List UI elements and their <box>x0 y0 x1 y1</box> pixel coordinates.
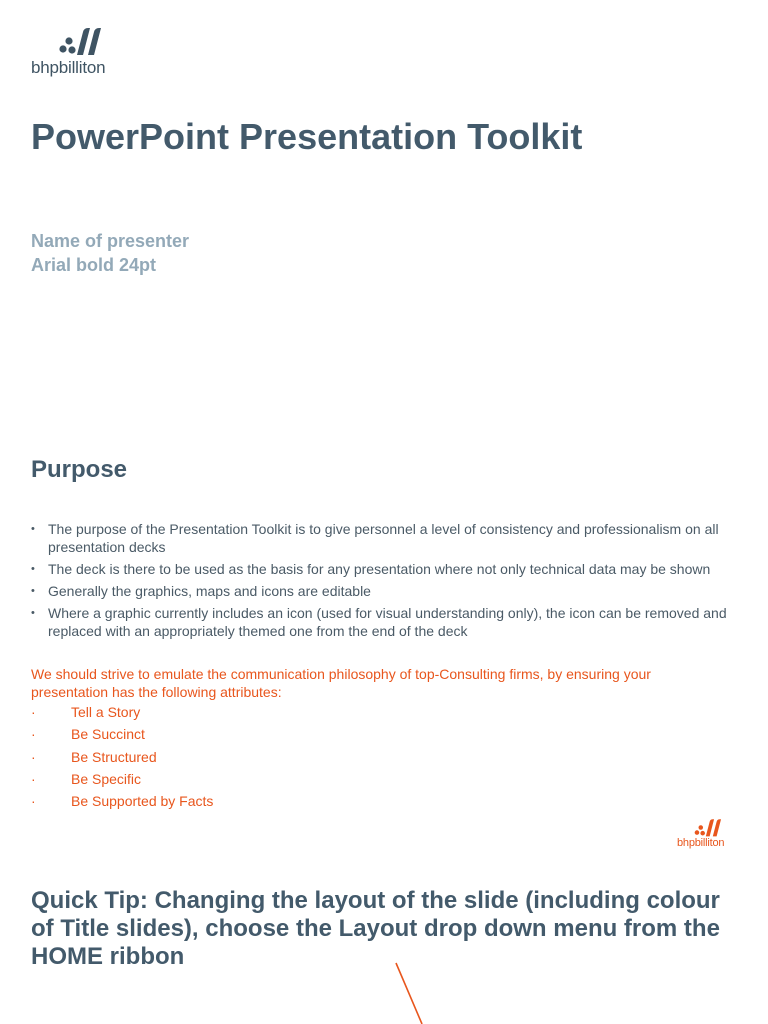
bullet-marker: • <box>31 563 35 575</box>
presenter-name: Name of presenter <box>31 231 190 251</box>
quick-tip-heading: Quick Tip: Changing the layout of the slide (including colour of Title slides), choose the Layout drop down menu from the HOME ribbon <box>31 887 720 970</box>
bullet-text: Generally the graphics, maps and icons are editable <box>48 583 371 599</box>
bullet-text: Where a graphic currently includes an icon (used for visual understanding only), the icon can be removed and replaced with an appropriately themed one from the end of the deck <box>48 605 727 639</box>
attribute-text: Be Supported by Facts <box>71 793 214 810</box>
attribute-marker: · <box>31 770 36 787</box>
attribute-marker: · <box>31 793 36 810</box>
bullet-text: The purpose of the Presentation Toolkit is to give personnel a level of consistency and professionalism on all presentation decks <box>48 521 719 555</box>
purpose-heading: Purpose <box>31 456 128 483</box>
attribute-marker: · <box>31 704 36 720</box>
list-item <box>31 703 213 725</box>
attributes-intro: We should strive to emulate the communication philosophy of top-Consulting firms, by ensuring your presentation has the following attributes: <box>31 666 651 700</box>
bullet-marker: • <box>31 523 35 535</box>
list-item <box>31 560 746 578</box>
bhp-billiton-logo <box>31 26 105 76</box>
bhp-billiton-logo-orange <box>677 818 724 849</box>
attributes-list <box>31 703 213 814</box>
list-item <box>31 725 213 747</box>
bullet-marker: • <box>31 607 35 619</box>
logo-wordmark: bhpbilliton <box>677 837 725 849</box>
attribute-marker: · <box>31 748 36 765</box>
presenter-block <box>31 229 189 277</box>
bhp-logo-mark-icon <box>694 818 724 837</box>
list-item <box>31 582 746 600</box>
list-item <box>31 748 213 770</box>
list-item <box>31 520 746 556</box>
pointer-arrow-icon <box>390 960 430 1024</box>
logo-wordmark: bhpbilliton <box>31 58 106 77</box>
attribute-text: Tell a Story <box>71 704 141 720</box>
attribute-marker: · <box>31 726 36 743</box>
attribute-text: Be Structured <box>71 748 157 765</box>
purpose-bullet-list <box>31 520 746 644</box>
page-title: PowerPoint Presentation Toolkit <box>31 116 583 157</box>
list-item <box>31 792 213 814</box>
presenter-font-note: Arial bold 24pt <box>31 255 157 275</box>
list-item <box>31 770 213 792</box>
list-item <box>31 604 746 640</box>
bhp-logo-mark-icon <box>59 26 105 56</box>
attribute-text: Be Succinct <box>71 726 145 743</box>
bullet-text: The deck is there to be used as the basis for any presentation where not only technical data may be shown <box>48 561 711 577</box>
bullet-marker: • <box>31 585 35 597</box>
attribute-text: Be Specific <box>71 770 142 787</box>
